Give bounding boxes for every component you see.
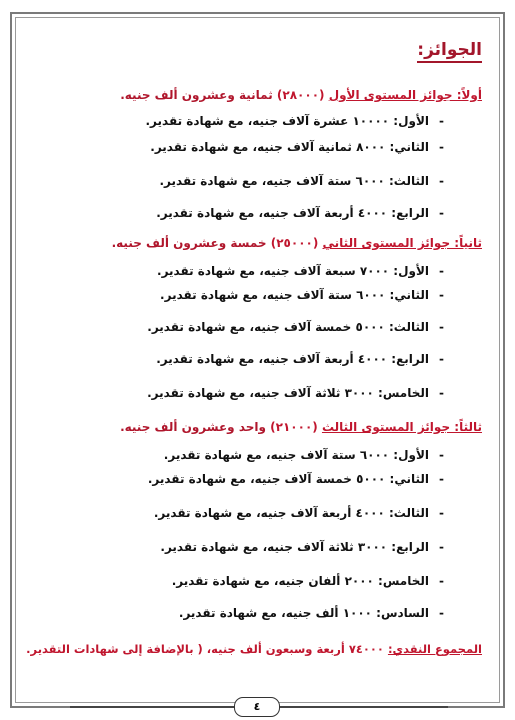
footer-rule-right — [278, 706, 448, 708]
bullet-dash: - — [439, 206, 444, 220]
list-item — [179, 606, 444, 620]
list-item — [148, 472, 444, 486]
item-text: الأول: ٧٠٠٠ سبعة آلاف جنيه، مع شهادة تقدير. — [157, 264, 430, 278]
section-heading-3 — [120, 420, 482, 434]
item-text: الأول: ١٠٠٠٠ عشرة آلاف جنيه، مع شهادة تقدير. — [145, 114, 430, 128]
total-line — [26, 642, 482, 656]
page-title: الجوائز: — [417, 40, 482, 63]
list-item — [160, 540, 444, 554]
item-text: الثاني: ٥٠٠٠ خمسة آلاف جنيه، مع شهادة تقدير. — [147, 472, 430, 486]
section-amount: (٢١٠٠٠) — [270, 420, 318, 434]
section-amount: (٢٥٠٠٠) — [270, 236, 319, 250]
bullet-dash: - — [439, 140, 444, 154]
list-item — [159, 174, 444, 188]
total-value: ٧٤٠٠٠ أربعة وسبعون ألف جنيه، ( بالإضافة إلى شهادات التقدير. — [26, 642, 384, 656]
section-amount-words: خمسة وعشرون ألف جنيه. — [111, 236, 267, 250]
bullet-dash: - — [439, 540, 444, 554]
bullet-dash: - — [439, 264, 444, 278]
section-label: ثالثاً: جوائز المستوى الثالث — [321, 420, 482, 434]
bullet-dash: - — [439, 574, 444, 588]
item-text: الرابع: ٤٠٠٠ أربعة آلاف جنيه، مع شهادة تقدير. — [156, 206, 430, 220]
item-text: السادس: ١٠٠٠ ألف جنيه، مع شهادة تقدير. — [178, 606, 430, 620]
list-item — [160, 288, 444, 302]
list-item — [172, 574, 444, 588]
list-item — [154, 506, 444, 520]
item-text: الخامس: ٢٠٠٠ ألفان جنيه، مع شهادة تقدير. — [171, 574, 430, 588]
list-item — [156, 352, 444, 366]
section-amount-words: ثمانية وعشرون ألف جنيه. — [120, 88, 273, 102]
item-text: الخامس: ٣٠٠٠ ثلاثة آلاف جنيه، مع شهادة تقدير. — [147, 386, 430, 400]
bullet-dash: - — [439, 320, 444, 334]
bullet-dash: - — [439, 472, 444, 486]
bullet-dash: - — [439, 114, 444, 128]
page-number: ٤ — [234, 697, 280, 717]
list-item — [150, 140, 444, 154]
footer-rule-left — [70, 706, 234, 708]
list-item — [147, 386, 444, 400]
item-text: الثاني: ٨٠٠٠ ثمانية آلاف جنيه، مع شهادة تقدير. — [150, 140, 430, 154]
section-amount-words: واحد وعشرون ألف جنيه. — [120, 420, 266, 434]
bullet-dash: - — [439, 352, 444, 366]
total-label: المجموع النقدي: — [387, 642, 482, 656]
list-item — [147, 320, 444, 334]
item-text: الثالث: ٥٠٠٠ خمسة آلاف جنيه، مع شهادة تقدير. — [147, 320, 430, 334]
item-text: الرابع: ٣٠٠٠ ثلاثة آلاف جنيه، مع شهادة تقدير. — [160, 540, 430, 554]
bullet-dash: - — [439, 606, 444, 620]
section-label: أولاً: جوائز المستوى الأول — [328, 88, 482, 102]
bullet-dash: - — [439, 174, 444, 188]
item-text: الثالث: ٦٠٠٠ ستة آلاف جنيه، مع شهادة تقدير. — [159, 174, 430, 188]
list-item — [157, 264, 444, 278]
item-text: الرابع: ٤٠٠٠ أربعة آلاف جنيه، مع شهادة تقدير. — [156, 352, 430, 366]
section-label: ثانياً: جوائز المستوى الثاني — [322, 236, 482, 250]
item-text: الثاني: ٦٠٠٠ ستة آلاف جنيه، مع شهادة تقدير. — [160, 288, 430, 302]
bullet-dash: - — [439, 386, 444, 400]
bullet-dash: - — [439, 506, 444, 520]
bullet-dash: - — [439, 288, 444, 302]
list-item — [156, 206, 444, 220]
item-text: الأول: ٦٠٠٠ ستة آلاف جنيه، مع شهادة تقدير. — [163, 448, 430, 462]
bullet-dash: - — [439, 448, 444, 462]
section-heading-1 — [120, 88, 482, 102]
list-item — [145, 114, 444, 128]
item-text: الثالث: ٤٠٠٠ أربعة آلاف جنيه، مع شهادة تقدير. — [153, 506, 430, 520]
section-heading-2 — [112, 236, 482, 250]
list-item — [164, 448, 444, 462]
section-amount: (٢٨٠٠٠) — [276, 88, 325, 102]
